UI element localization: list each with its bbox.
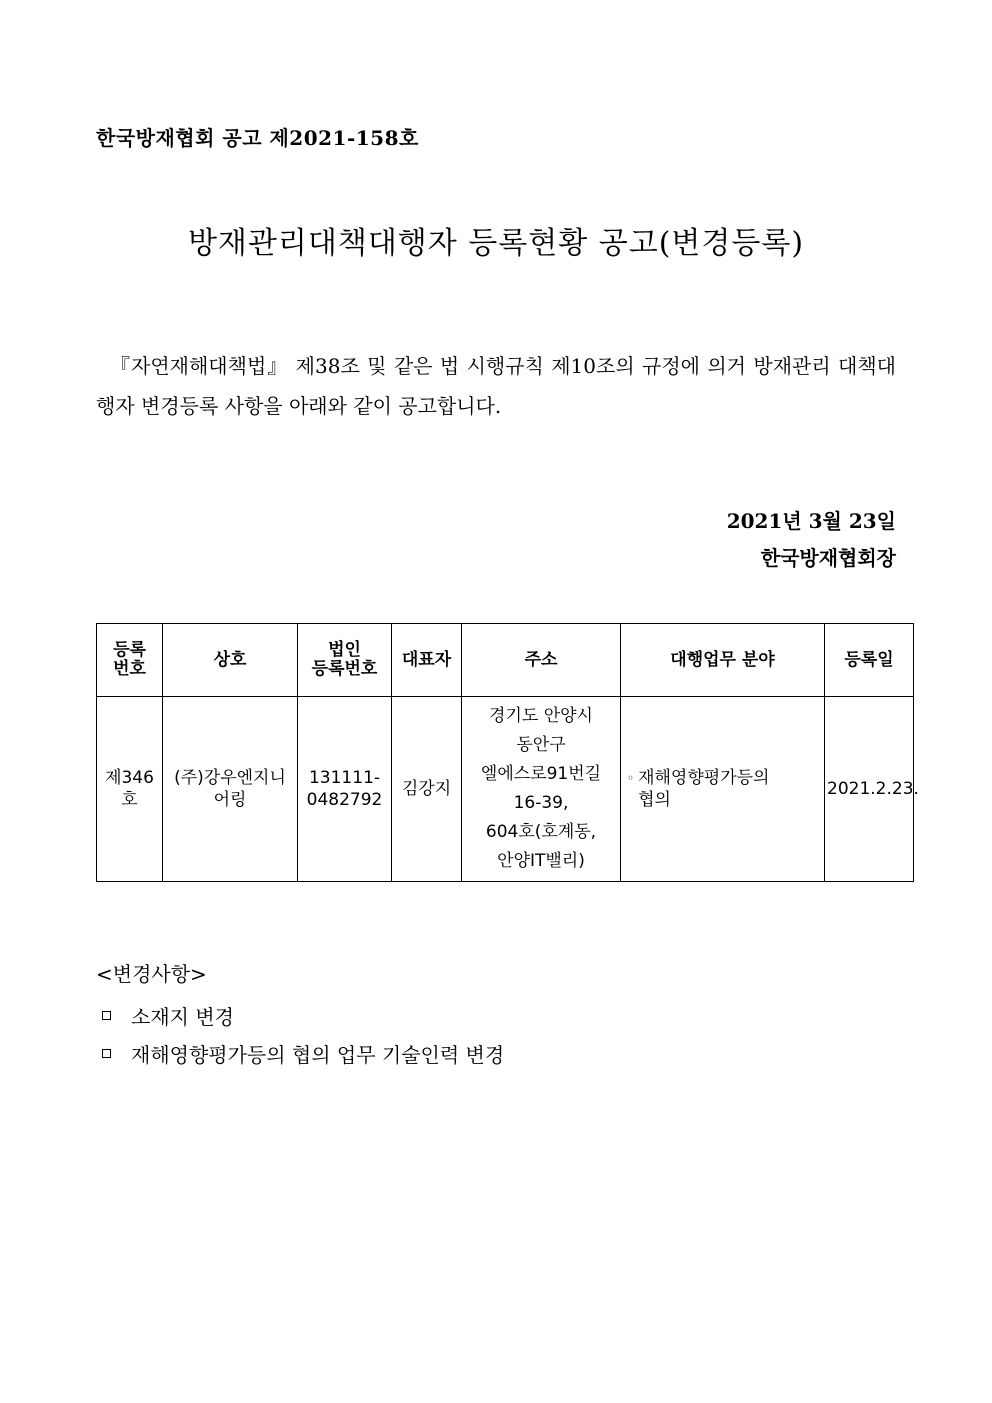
square-bullet-icon bbox=[102, 1049, 111, 1058]
cell-company bbox=[163, 697, 298, 882]
square-bullet-icon bbox=[102, 1011, 111, 1020]
cell-field-line2: 협의 bbox=[638, 790, 671, 810]
change-item-text: 소재지 변경 bbox=[131, 1004, 234, 1029]
circle-bullet-icon: ◦ bbox=[627, 771, 635, 785]
header-corp-no bbox=[298, 624, 392, 697]
cell-corp-no-line1: 131111- bbox=[308, 768, 381, 788]
cell-address-line4: 16-39, bbox=[513, 793, 569, 813]
cell-corp-no bbox=[298, 697, 392, 882]
cell-address bbox=[462, 697, 621, 882]
cell-field bbox=[621, 697, 825, 882]
cell-reg-date: 2021.2.23. bbox=[825, 697, 914, 882]
header-field: 대행업무 분야 bbox=[621, 624, 825, 697]
page-title: 방재관리대책대행자 등록현황 공고(변경등록) bbox=[187, 226, 805, 261]
header-ceo: 대표자 bbox=[392, 624, 462, 697]
table-row bbox=[97, 697, 914, 882]
header-corp-no-line1: 법인 bbox=[328, 640, 361, 660]
header-reg-no-line1: 등록 bbox=[113, 640, 146, 660]
cell-address-line1: 경기도 안양시 bbox=[489, 706, 593, 726]
changes-section bbox=[96, 958, 504, 1072]
header-reg-no bbox=[97, 624, 163, 697]
cell-field-line1: 재해영향평가등의 bbox=[638, 768, 770, 788]
list-item bbox=[96, 1034, 504, 1072]
notice-body: 『자연재해대책법』 제38조 및 같은 법 시행규칙 제10조의 규정에 의거 방재관리 대책대행자 변경등록 사항을 아래와 같이 공고합니다. bbox=[96, 354, 896, 418]
cell-ceo: 김강지 bbox=[392, 697, 462, 882]
notice-signer: 한국방재협회장 bbox=[760, 546, 896, 570]
cell-address-line6: 안양IT밸리) bbox=[497, 851, 585, 871]
cell-company-line2: 어링 bbox=[213, 790, 247, 810]
changes-heading: <변경사항> bbox=[96, 962, 207, 986]
header-reg-date: 등록일 bbox=[825, 624, 914, 697]
header-address: 주소 bbox=[462, 624, 621, 697]
notice-number: 한국방재협회 공고 제2021-158호 bbox=[96, 126, 419, 150]
cell-reg-no: 제346호 bbox=[97, 697, 163, 882]
table-header-row bbox=[97, 624, 914, 697]
change-item-text: 재해영향평가등의 협의 업무 기술인력 변경 bbox=[131, 1042, 505, 1067]
header-company: 상호 bbox=[163, 624, 298, 697]
cell-address-line3: 엘에스로91번길 bbox=[480, 764, 602, 784]
cell-address-line5: 604호(호계동, bbox=[485, 822, 597, 842]
cell-address-line2: 동안구 bbox=[516, 735, 566, 755]
list-item bbox=[96, 996, 504, 1034]
cell-corp-no-line2: 0482792 bbox=[306, 790, 383, 810]
header-corp-no-line2: 등록번호 bbox=[311, 659, 378, 679]
notice-date: 2021년 3월 23일 bbox=[726, 509, 896, 533]
cell-company-line1: (주)강우엔지니 bbox=[174, 768, 286, 788]
registration-table bbox=[96, 623, 919, 882]
header-reg-no-line2: 번호 bbox=[113, 659, 146, 679]
